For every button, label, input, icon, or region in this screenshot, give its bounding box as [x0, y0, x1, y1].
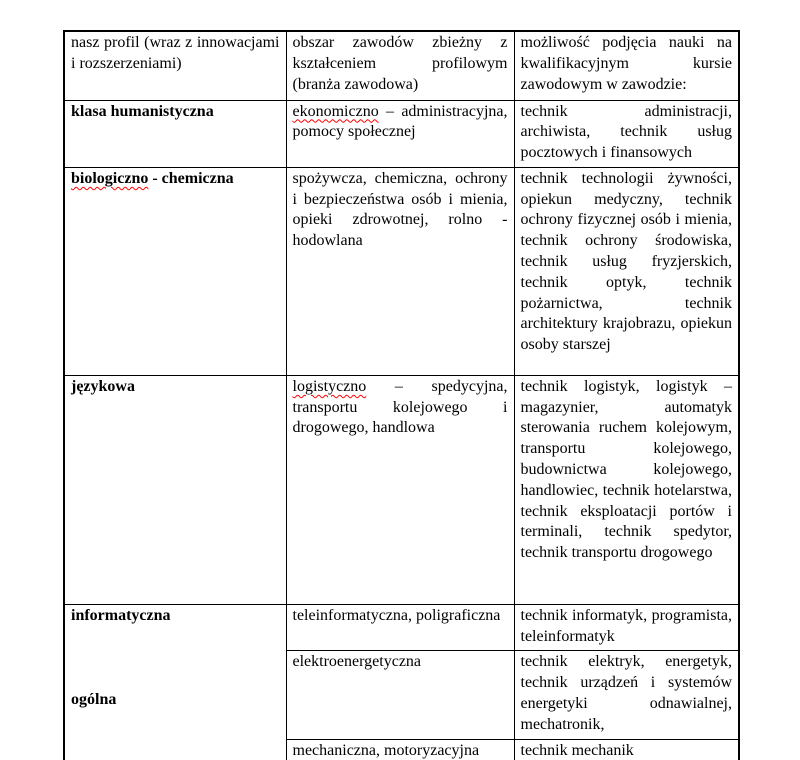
cell-profile-jezykowa: językowa [64, 375, 286, 604]
table-header-row [64, 31, 739, 100]
misspelled-word-biologiczno: biologiczno [71, 169, 149, 187]
area-text: – administracyjna, pomocy społecznej [292, 102, 508, 141]
cell-area-biologiczno-chemiczna: spożywcza, chemiczna, ochrony i bezpieczeństwa osób i mienia, opieki zdrowotnej, rolno - hodowlana [286, 167, 514, 375]
cell-area-elektroenergetyczna: elektroenergetyczna [286, 651, 514, 739]
cell-area-humanistyczna [286, 100, 514, 167]
profile-label-ogolna: ogólna [71, 690, 117, 708]
cell-courses-humanistyczna: technik administracji, archiwista, technik usług pocztowych i finansowych [514, 100, 739, 167]
profile-text: - chemiczna [148, 169, 234, 187]
table-row-biologiczno-chemiczna [64, 167, 739, 375]
header-cell-area: obszar zawodów zbieżny z kształceniem profilowym (branża zawodowa) [286, 31, 514, 100]
header-cell-courses: możliwość podjęcia nauki na kwalifikacyjnym kursie zawodowym w zawodzie: [514, 31, 739, 100]
cell-courses-jezykowa: technik logistyk, logistyk – magazynier, automatyk sterowania ruchem kolejowym, transportu kolejowego, budownictwa kolejowego, handlowiec, technik hotelarstwa, technik eksploatacji portów i terminali, technik spedytor, technik transportu drogowego [514, 375, 739, 604]
cell-courses-elektroenergetyczna: technik elektryk, energetyk, technik urządzeń i systemów energetyki odnawialnej, mechatronik, [514, 651, 739, 739]
cell-profile-informatyczna-ogolna [64, 604, 286, 760]
table-row-jezykowa [64, 375, 739, 604]
header-cell-profile: nasz profil (wraz z innowacjami i rozszerzeniami) [64, 31, 286, 100]
cell-area-mechaniczna: mechaniczna, motoryzacyjna [286, 739, 514, 760]
profiles-table [63, 30, 740, 760]
cell-courses-teleinformatyczna: technik informatyk, programista, teleinformatyk [514, 604, 739, 651]
profile-label-informatyczna: informatyczna [71, 606, 171, 624]
cell-courses-mechaniczna: technik mechanik [514, 739, 739, 760]
table-row-humanistyczna [64, 100, 739, 167]
cell-area-jezykowa [286, 375, 514, 604]
table-row-informatyczna [64, 604, 739, 651]
misspelled-word-logistyczno: logistyczno [292, 377, 367, 395]
cell-profile-biologiczno-chemiczna [64, 167, 286, 375]
cell-profile-humanistyczna: klasa humanistyczna [64, 100, 286, 167]
misspelled-word-ekonomiczno: ekonomiczno [292, 102, 379, 120]
area-text: – spedycyjna, transportu kolejowego i drogowego, handlowa [292, 377, 508, 437]
cell-area-teleinformatyczna: teleinformatyczna, poligraficzna [286, 604, 514, 651]
cell-courses-biologiczno-chemiczna: technik technologii żywności, opiekun medyczny, technik ochrony fizycznej osób i mienia, technik ochrony środowiska, technik usług fryzjerskich, technik optyk, technik pożarnictwa, technik architektury krajobrazu, opiekun osoby starszej [514, 167, 739, 375]
